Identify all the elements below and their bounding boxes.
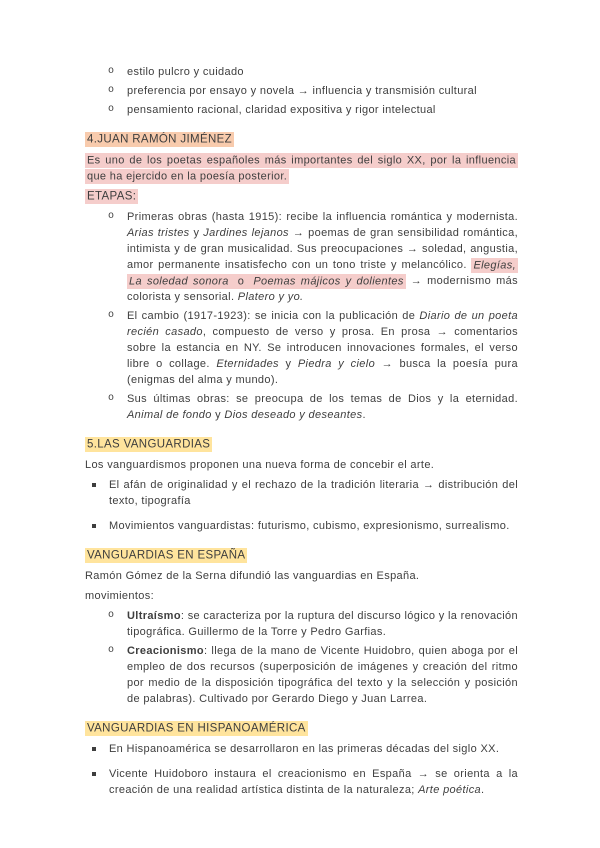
text-run: → poemas de gran sensibilidad romántica, intimista y de gran musicalidad. Sus preocupaciones → soledad, angustia, amor permanente insatisfecho con un tono triste y melancólico. bbox=[127, 227, 518, 271]
list-item bbox=[108, 643, 518, 707]
list-item bbox=[108, 308, 518, 388]
document-content bbox=[85, 64, 518, 810]
section-heading bbox=[85, 188, 518, 204]
list-item-text bbox=[109, 741, 518, 757]
list-item-text bbox=[109, 518, 518, 534]
list-item-text bbox=[127, 608, 518, 640]
list-item-text bbox=[127, 209, 518, 305]
bullet-circle-icon: o bbox=[108, 645, 115, 656]
list-item bbox=[91, 518, 518, 534]
text-run: preferencia por ensayo y novela → influencia y transmisión cultural bbox=[127, 85, 477, 97]
text-run: pensamiento racional, claridad expositiva y rigor intelectual bbox=[127, 104, 436, 116]
text-run: . bbox=[481, 784, 485, 796]
text-run: . bbox=[362, 409, 366, 421]
text-run: El afán de originalidad y el rechazo de la tradición literaria → distribución del texto, tipografía bbox=[109, 479, 518, 507]
bullet-circle-icon: o bbox=[108, 310, 115, 321]
text-run: , compuesto de verso y prosa. En prosa → comentarios sobre la estancia en NY. Se introducen innovaciones formales, el verso libre o collage. bbox=[127, 326, 518, 370]
bullet-square-icon bbox=[91, 518, 109, 534]
section-heading bbox=[85, 436, 518, 452]
section-heading bbox=[85, 547, 518, 563]
bullet-circle-icon: o bbox=[108, 211, 115, 222]
text-run: o bbox=[232, 275, 250, 287]
text-run: Diario de un poeta recién casado bbox=[127, 310, 518, 338]
text-run: En Hispanoamérica se desarrollaron en las primeras décadas del siglo XX. bbox=[109, 743, 500, 755]
section-heading-text: VANGUARDIAS EN HISPANOAMÉRICA bbox=[87, 722, 306, 734]
bullet-square-icon bbox=[91, 766, 109, 798]
paragraph bbox=[85, 457, 518, 473]
text-run: Vicente Huidoboro instaura el creacionismo en España → se orienta a la creación de una realidad artística distinta de la naturaleza; bbox=[109, 768, 518, 796]
text-run: estilo pulcro y cuidado bbox=[127, 66, 244, 78]
list-item bbox=[108, 391, 518, 423]
text-run: Creacionismo bbox=[127, 645, 204, 657]
bullet-square-icon bbox=[91, 477, 109, 509]
section-heading-text: VANGUARDIAS EN ESPAÑA bbox=[87, 549, 246, 561]
list-item bbox=[108, 209, 518, 305]
text-run: Poemas májicos y dolientes bbox=[253, 275, 404, 287]
bullet-circle-icon: o bbox=[108, 85, 115, 96]
text-run: Ramón Gómez de la Serna difundió las vanguardias en España. bbox=[85, 570, 420, 582]
list-item-text bbox=[127, 64, 518, 80]
text-run: Dios deseado y deseantes bbox=[224, 409, 363, 421]
text-run: Arte poética bbox=[418, 784, 482, 796]
text-run: Ultraísmo bbox=[127, 610, 181, 622]
list-item-text bbox=[127, 308, 518, 388]
list-item bbox=[108, 83, 518, 99]
list-item bbox=[91, 477, 518, 509]
text-run: movimientos: bbox=[85, 590, 154, 602]
list-item bbox=[91, 741, 518, 757]
section-heading bbox=[85, 720, 518, 736]
text-run: Animal de fondo bbox=[127, 409, 212, 421]
bullet-list bbox=[85, 477, 518, 534]
text-run: Sus últimas obras: se preocupa de los temas de Dios y la eternidad. bbox=[127, 393, 518, 405]
section-heading-text: 5.LAS VANGUARDIAS bbox=[87, 438, 211, 450]
list-item-text bbox=[109, 766, 518, 798]
section-heading bbox=[85, 131, 518, 147]
list-item bbox=[108, 608, 518, 640]
list-item-text bbox=[127, 391, 518, 423]
text-run: Jardines lejanos bbox=[203, 227, 289, 239]
list-item bbox=[108, 102, 518, 118]
text-run: Eternidades bbox=[216, 358, 279, 370]
bullet-list bbox=[85, 741, 518, 798]
bullet-list bbox=[85, 608, 518, 707]
section-heading-text: 4.JUAN RAMÓN JIMÉNEZ bbox=[87, 133, 233, 145]
bullet-circle-icon: o bbox=[108, 104, 115, 115]
bullet-list bbox=[85, 209, 518, 423]
text-run: → modernismo más colorista y sensorial. bbox=[127, 275, 519, 303]
section-heading-text: ETAPAS: bbox=[87, 190, 137, 202]
bullet-circle-icon: o bbox=[108, 610, 115, 621]
text-run: Platero y yo. bbox=[237, 291, 304, 303]
text-run: : se caracteriza por la ruptura del discurso lógico y la renovación tipográfica. Guillermo de la Torre y Pedro Garfias. bbox=[127, 610, 518, 638]
list-item bbox=[108, 64, 518, 80]
list-item-text bbox=[127, 643, 518, 707]
paragraph bbox=[85, 588, 518, 604]
text-run: Movimientos vanguardistas: futurismo, cubismo, expresionismo, surrealismo. bbox=[109, 520, 510, 532]
list-item-text bbox=[127, 83, 518, 99]
bullet-list bbox=[85, 64, 518, 118]
text-run: Primeras obras (hasta 1915): recibe la influencia romántica y modernista. bbox=[127, 211, 518, 223]
text-run: : llega de la mano de Vicente Huidobro, quien aboga por el empleo de dos recursos (superposición de imágenes y creación del ritmo por medio de la disposición tipográfica del texto y la selección y posición de palabras). Cultivado por Gerardo Diego y Juan Larrea. bbox=[127, 645, 518, 705]
text-run: → busca la poesía pura (enigmas del alma y mundo). bbox=[127, 358, 518, 386]
text-run: y bbox=[189, 227, 204, 239]
list-item-text bbox=[109, 477, 518, 509]
text-run: Elegías, La soledad sonora bbox=[129, 259, 516, 287]
bullet-circle-icon: o bbox=[108, 393, 115, 404]
list-item bbox=[91, 766, 518, 798]
text-run: y bbox=[278, 358, 298, 370]
text-run: y bbox=[211, 409, 225, 421]
text-run: Los vanguardismos proponen una nueva forma de concebir el arte. bbox=[85, 459, 435, 471]
text-run: Piedra y cielo bbox=[297, 358, 376, 370]
bullet-circle-icon: o bbox=[108, 66, 115, 77]
text-run: Arias tristes bbox=[127, 227, 190, 239]
paragraph bbox=[85, 568, 518, 584]
text-run: El cambio (1917-1923): se inicia con la publicación de bbox=[127, 310, 420, 322]
list-item-text bbox=[127, 102, 518, 118]
text-run: Es uno de los poetas españoles más importantes del siglo XX, por la influencia que ha ejercido en la poesía posterior. bbox=[87, 154, 516, 182]
bullet-square-icon bbox=[91, 741, 109, 757]
paragraph bbox=[85, 152, 518, 184]
